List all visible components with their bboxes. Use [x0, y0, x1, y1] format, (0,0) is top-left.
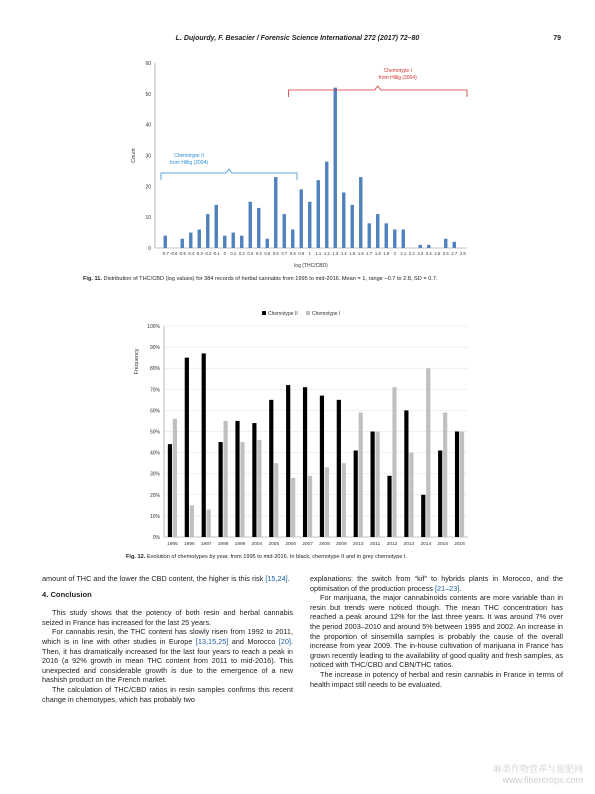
histogram-bar	[215, 205, 218, 248]
right-paragraph-2: The increase in potency of herbal and resin cannabis in France in terms of health impact still needs to be evaluated.	[310, 669, 563, 689]
x-tick-label: -0.3	[195, 251, 203, 256]
legend-swatch	[306, 311, 310, 315]
x-tick-label: 2008	[319, 542, 330, 547]
histogram-bar	[249, 202, 252, 248]
y-axis-title: Frequency	[134, 348, 140, 375]
x-tick-label: 2.1	[400, 251, 407, 256]
x-tick-label: 2011	[369, 542, 381, 547]
figure-11-label: Fig. 11.	[83, 276, 102, 282]
x-tick-label: 2015	[437, 542, 449, 547]
chemotype-i-bar	[308, 476, 312, 537]
left-paragraph-2: For cannabis resin, the THC content has slowly risen from 1992 to 2011, which is in line with other studies in Europe [13,15,25] and Morocco [20]. Then, it has dramatically increased for the last four years to reach a peak in 2016 (a 92% growth in mean THC content from 2011 to mid-2016). This unexpected and considerable growth is due to the emergence of a new hashish product on the French market.	[42, 627, 293, 685]
y-tick-label: 30%	[149, 471, 160, 478]
y-tick-label: 80%	[149, 366, 160, 373]
chemotype-i-bar	[342, 463, 346, 537]
chemotype-i-bar	[376, 432, 380, 538]
x-tick-label: 0.6	[272, 251, 279, 256]
chemotype-ii-bar	[252, 423, 256, 537]
x-tick-label: 1.6	[357, 251, 364, 256]
x-tick-label: 2013	[403, 542, 415, 547]
x-tick-label: 1.4	[340, 251, 347, 256]
histogram-bar	[283, 214, 286, 248]
figure-12-caption	[126, 554, 407, 560]
y-tick-label: 20%	[149, 492, 160, 499]
y-tick-label: 10	[145, 215, 151, 222]
x-tick-label: -0.1	[212, 251, 220, 256]
right-paragraph-0: explanations: the switch from “kif” to hybrids plants in Morocco, and the optimisation of the production process [21–23].	[310, 574, 563, 593]
x-tick-label: 0.5	[264, 251, 271, 256]
x-tick-label: 1995	[167, 542, 178, 547]
histogram-bar	[206, 214, 209, 248]
x-tick-label: -0.7	[161, 251, 169, 256]
x-tick-label: 0.8	[289, 251, 296, 256]
y-tick-label: 0	[148, 246, 151, 252]
figure-12-chemotype-chart	[122, 306, 477, 554]
x-tick-label: 1.1	[315, 251, 322, 256]
chemotype-i-bar	[291, 478, 295, 537]
chemotype-ii-bar	[168, 444, 172, 537]
x-tick-label: 0.3	[247, 251, 254, 256]
y-tick-label: 50%	[149, 429, 160, 436]
chemotype-i-bar	[190, 505, 194, 537]
histogram-bar	[427, 245, 430, 248]
chemotype-ii-bar	[337, 400, 341, 537]
figure-12-caption-text: Evolution of chemotypes by year, from 1995 to mid-2016. In black, chemotype II and in grey chemotype I.	[146, 554, 408, 560]
y-tick-label: 100%	[147, 324, 160, 330]
histogram-bar	[376, 214, 379, 248]
chemotype-i-bar	[325, 467, 329, 537]
y-tick-label: 50	[145, 91, 151, 98]
y-tick-label: 60	[145, 61, 151, 67]
x-tick-label: 0	[223, 251, 226, 256]
legend-swatch	[262, 311, 266, 315]
histogram-bar	[291, 230, 294, 249]
left-paragraph-3: The calculation of THC/CBD ratios in resin samples confirms this recent change in chemotypes, which has probably two	[42, 684, 293, 704]
chemotype-i-bar	[173, 419, 177, 537]
y-tick-label: 60%	[149, 408, 160, 415]
histogram-bar	[325, 162, 328, 248]
chemotype-ii-bar	[455, 432, 459, 538]
histogram-bar	[334, 88, 337, 248]
chemotype-ii-bar	[371, 432, 375, 538]
histogram-bar	[351, 205, 354, 248]
histogram-bar	[342, 193, 345, 249]
chemotype-annotation-text: Chemotype II	[174, 153, 204, 159]
histogram-bar	[257, 208, 260, 248]
chemotype-annotation-text: Chemotype I	[383, 68, 412, 74]
x-tick-label: 2010	[352, 542, 364, 547]
histogram-bar	[164, 236, 167, 248]
x-tick-label: 0.2	[238, 251, 245, 256]
x-tick-label: 2014	[420, 542, 432, 547]
watermark	[493, 764, 583, 786]
x-tick-label: 2	[393, 251, 396, 256]
y-tick-label: 10%	[149, 513, 160, 520]
x-tick-label: 1.9	[383, 251, 390, 256]
histogram-bar	[223, 236, 226, 248]
x-tick-label: -0.4	[187, 251, 195, 256]
y-tick-label: 90%	[149, 345, 160, 352]
x-tick-label: 2012	[386, 542, 398, 547]
figure-11-caption-text: Distribution of THC/CBD (log values) for 384 records of herbal cannabis from 1995 to mid-2016. Mean = 1, range −0.7 to 2.8, SD = 0.7.	[103, 276, 438, 282]
figure-12-label: Fig. 12.	[126, 554, 146, 560]
x-tick-label: -0.5	[178, 251, 186, 256]
x-tick-label: 2009	[335, 542, 347, 547]
histogram-bar	[385, 223, 388, 248]
figure-11-histogram	[125, 55, 480, 275]
chemotype-i-bar	[274, 463, 278, 537]
chemotype-ii-bar	[235, 421, 239, 537]
x-tick-label: -0.6	[170, 251, 178, 256]
chemotype-i-bar	[224, 421, 228, 537]
chemotype-i-bar	[409, 453, 413, 537]
x-tick-label: 1.7	[366, 251, 373, 256]
histogram-bar	[359, 177, 362, 248]
x-tick-label: 1.3	[332, 251, 339, 256]
histogram-bar	[189, 233, 192, 248]
chemotype-ii-bar	[269, 400, 273, 537]
x-tick-label: 0.9	[298, 251, 305, 256]
ref-link-13-15-25[interactable]: [13,15,25]	[195, 636, 229, 646]
page-number: 79	[553, 35, 561, 42]
running-header	[0, 35, 595, 47]
x-tick-label: -0.2	[204, 251, 212, 256]
chemotype-ii-bar	[404, 410, 408, 537]
watermark-line-1: 麻类作物营养与施肥网	[492, 764, 583, 774]
chemotype-annotation-text: from Hillig (2004)	[378, 75, 417, 81]
x-tick-label: 1.8	[374, 251, 381, 256]
ref-link-20[interactable]: [20]	[278, 636, 291, 646]
x-tick-label: 2.6	[442, 251, 449, 256]
histogram-bar	[240, 236, 243, 248]
right-paragraph-1: For marijuana, the major cannabinoids contents are more variable than in resin but trends were noticed though. The mean THC concentration has reached a peak around 12% for the last three years. It was around 7% over the period 2003–2010 and around 5% between 1995 and 2002. An increase in the proportion of sinsemilla samples is probably the cause of the overall increase from year 2009. The in-house cultivation of marijuana in France has grown recently leading to the availability of good quality and fresh samples, as noticed with THC/CBD and CBN/THC ratios.	[310, 593, 563, 670]
chemotype-i-bar	[240, 442, 244, 537]
chemotype-ii-bar	[219, 442, 223, 537]
x-tick-label: 1.5	[349, 251, 356, 256]
chemotype-ii-bar	[303, 387, 307, 537]
histogram-bar	[419, 245, 422, 248]
histogram-bar	[402, 230, 405, 249]
x-tick-label: 2.8	[459, 251, 466, 256]
chemotype-ii-bar	[438, 450, 442, 537]
x-tick-label: 2006	[285, 542, 297, 547]
x-tick-label: 1996	[183, 542, 195, 547]
journal-citation: L. Dujourdy, F. Besacier / Forensic Science International 272 (2017) 72–80	[175, 35, 420, 42]
left-paragraph-0: amount of THC and the lower the CBD content, the higher is this risk [15,24].	[42, 574, 290, 583]
x-tick-label: 1999	[234, 542, 246, 547]
left-column	[42, 574, 293, 704]
x-tick-label: 2.7	[451, 251, 458, 256]
histogram-bar	[444, 239, 447, 248]
histogram-bar	[198, 230, 201, 249]
x-axis-title: log (THC/CBD)	[294, 263, 328, 269]
x-tick-label: 2.5	[434, 251, 441, 256]
x-tick-label: 0.7	[281, 251, 288, 256]
histogram-bar	[181, 239, 184, 248]
y-tick-label: 0%	[152, 535, 160, 541]
y-tick-label: 70%	[149, 387, 160, 394]
x-tick-label: 1997	[200, 542, 212, 547]
x-tick-label: 0.4	[255, 251, 262, 256]
x-tick-label: 2005	[268, 542, 280, 547]
legend-label: Chemotype I	[312, 311, 341, 317]
histogram-bar	[308, 202, 311, 248]
chemotype-i-bar	[207, 510, 211, 537]
chemotype-ii-bar	[320, 396, 324, 537]
chemotype-i-bar	[426, 368, 430, 537]
chemotype-i-bar	[443, 413, 447, 537]
x-tick-label: 0.1	[230, 251, 237, 256]
x-tick-label: 2016	[454, 542, 465, 547]
right-column	[310, 574, 563, 689]
histogram-bar	[317, 180, 320, 248]
y-tick-label: 40%	[149, 450, 160, 457]
chemotype-ii-bar	[286, 385, 290, 537]
chemotype-i-bar	[392, 387, 396, 537]
x-tick-label: 1.2	[323, 251, 330, 256]
y-axis-title: Count	[131, 148, 137, 163]
ref-link-15-24[interactable]: [15,24]	[265, 574, 288, 583]
chemotype-bracket	[289, 86, 468, 97]
x-tick-label: 1998	[217, 542, 229, 547]
legend-label: Chemotype II	[268, 311, 298, 317]
histogram-bar	[300, 189, 303, 248]
ref-link-21-23[interactable]: [21–23]	[434, 583, 460, 593]
left-paragraph-1: This study shows that the potency of both resin and herbal cannabis seized in France has increased for the last 25 years.	[42, 608, 293, 627]
histogram-bar	[266, 239, 269, 248]
chemotype-ii-bar	[202, 353, 206, 537]
histogram-bar	[368, 223, 371, 248]
y-tick-label: 20	[145, 184, 151, 191]
chemotype-ii-bar	[354, 450, 358, 537]
histogram-bar	[453, 242, 456, 248]
x-tick-label: 2.4	[425, 251, 432, 256]
x-tick-label: 2007	[302, 542, 313, 547]
x-tick-label: 2.2	[408, 251, 415, 256]
x-tick-label: 1	[308, 251, 311, 256]
x-tick-label: 2.3	[417, 251, 424, 256]
figure-11-caption	[83, 276, 438, 282]
chemotype-i-bar	[359, 413, 363, 537]
y-tick-label: 30	[145, 153, 151, 160]
chemotype-i-bar	[460, 432, 464, 538]
chemotype-ii-bar	[387, 476, 391, 537]
watermark-line-2: www.fibercrops.com	[502, 775, 583, 785]
histogram-bar	[232, 233, 235, 248]
section-heading-conclusion: 4. Conclusion	[42, 589, 92, 599]
x-tick-label: 2004	[251, 542, 263, 547]
chemotype-annotation-text: from Hillig (2004)	[169, 160, 209, 166]
histogram-bar	[274, 177, 277, 248]
chemotype-ii-bar	[421, 495, 425, 537]
chemotype-ii-bar	[185, 358, 189, 537]
y-tick-label: 40	[145, 122, 151, 129]
histogram-bar	[393, 230, 396, 249]
chemotype-i-bar	[257, 440, 261, 537]
